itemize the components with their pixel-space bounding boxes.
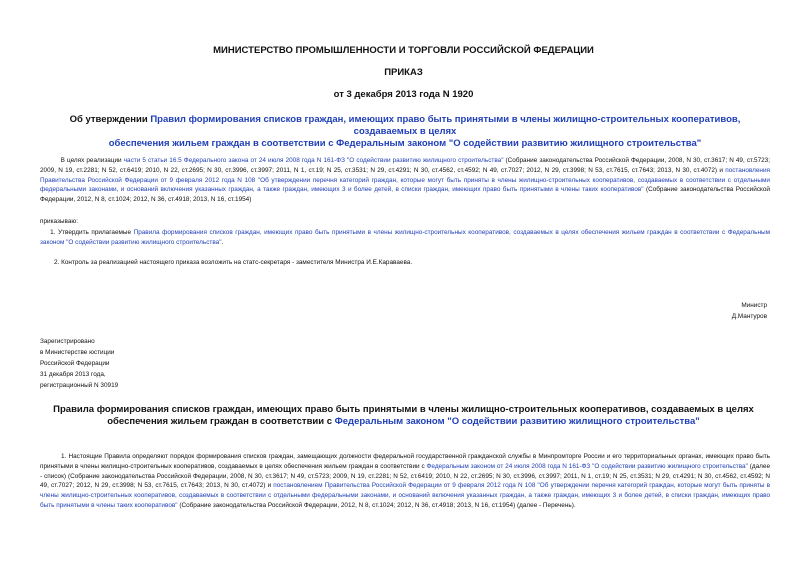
item-1-text-1: 1. Утвердить прилагаемые (50, 229, 134, 236)
rules-text-2: (далее - список) (Собрание законодательства Российской Федерации, 2008, N 30, ст.3617; N 49, ст.5723; 2009, N 19, ст.2281; N 52, ст.6419; 2010, N 22, ст.2695; N 30, ст.3996, ст.3997; 2011, N 1, ст.19; N 25, ст.3531; N 29, ст.4291; N 30, ст.4562, ст.4592; N 49, ст.7027; 2012, N 29, ст.3998; N 53, ст.7615, ст.7643; 2013, N 30, ст.4072) и (40, 462, 771, 490)
registration-line: Российской Федерации (40, 360, 110, 367)
rules-paragraph-1 (40, 452, 770, 511)
link-federal-law-161[interactable]: части 5 статьи 16.5 Федерального закона от 24 июля 2008 года N 161-ФЗ "О содействии развитию жилищного строительства" (123, 157, 504, 164)
link-government-decree-108-rules[interactable]: постановлением Правительства Российской Федерации от 9 февраля 2012 года N 108 "Об утверждении перечня категорий граждан, которые могут быть приняты в члены жилищно-строительных кооперативов, создаваемых в соответствии с отдельными федеральными законами, и оснований включения указанных граждан, а также граждан, имеющих 3 и более детей, в списки граждан, имеющих право быть принятыми в члены таких кооперативов" (40, 482, 770, 509)
link-approved-rules[interactable]: Правила формирования списков граждан, имеющих право быть принятыми в члены жилищно-строительных кооперативов, создаваемых в целях обеспечения жильем граждан в соответствии с Федеральным законом "О содействии развитию жилищного строительства" (40, 229, 770, 246)
preamble-paragraph (40, 156, 770, 205)
preamble-text-2: (Собрание законодательства Российской Федерации, 2008, N 30, ст.3617; N 49, ст.5723; 2009, N 19, ст.2281; N 52, ст.6419; 2010, N 22, ст.2695; N 30, ст.3996, ст.3997; 2011, N 1, ст.19; N 25, ст.3531; N 29, ст.4291; N 30, ст.4562, ст.4592; N 49, ст.7027; 2012, N 29, ст.3998; N 53, ст.7615, ст.7643; 2013, N 30, ст.4072) и (40, 157, 771, 174)
registration-line: 31 декабря 2013 года, (40, 371, 106, 378)
signature-role: Министр (741, 302, 767, 309)
title-link-rules-cont[interactable]: обеспечения жильем граждан в соответствии с Федеральным законом "О содействии развитию жилищного строительства" (108, 138, 702, 149)
registration-line: регистрационный N 30919 (40, 382, 119, 389)
signature-name: Д.Мантуров (731, 313, 767, 320)
link-federal-law-rules-title[interactable]: Федеральным законом "О содействии развитию жилищного строительства" (334, 416, 700, 427)
ministry-heading: МИНИСТЕРСТВО ПРОМЫШЛЕННОСТИ И ТОРГОВЛИ РОССИЙСКОЙ ФЕДЕРАЦИИ (213, 45, 594, 56)
registration-block (40, 336, 118, 391)
preamble-text-1: В целях реализации (60, 157, 124, 164)
title-link-rules[interactable]: Правил формирования списков граждан, имеющих право быть принятыми в члены жилищно-строительных кооперативов, создаваемых в целях (150, 114, 741, 137)
link-federal-law-161-rules[interactable]: Федеральным законом от 24 июля 2008 года N 161-ФЗ "О содействии развитию жилищного строительства" (426, 462, 748, 470)
rules-title-text: Правила формирования списков граждан, имеющих право быть принятыми в члены жилищно-строительных кооперативов, создаваемых в целях обеспечения жильем граждан в соответствии с (53, 404, 754, 427)
registration-line: в Министерстве юстиции (40, 349, 115, 356)
date-number: от 3 декабря 2013 года N 1920 (333, 89, 474, 100)
preamble-text-3: (Собрание законодательства Российской Федерации, 2012, N 8, ст.1024; 2012, N 36, ст.4918; 2013, N 16, ст.1954) (40, 186, 771, 204)
item-1-paragraph (40, 228, 770, 248)
rules-text-1: 1. Настоящие Правила определяют порядок формирования списков граждан, замещающих должности федеральной государственной гражданской службы в Минпромторге России и его территориальных органах, имеющих право быть принятыми в члены жилищно-строительных кооперативов, создаваемых в целях обеспечения жильем граждан в соответствии с (40, 453, 770, 470)
document-title (60, 114, 750, 150)
prikazyvayu-text: приказываю: (40, 218, 78, 225)
title-prefix: Об утверждении (69, 114, 151, 125)
doc-type-heading: ПРИКАЗ (384, 67, 423, 78)
registration-line: Зарегистрировано (40, 338, 95, 345)
rules-title (40, 404, 767, 428)
item-1-text-2: . (221, 238, 224, 246)
rules-text-3: (Собрание законодательства Российской Федерации, 2012, N 8, ст.1024; 2012, N 36, ст.4918; 2013, N 16, ст.1954) (далее - Перечень). (177, 501, 576, 509)
link-government-decree-108[interactable]: постановления Правительства Российской Федерации от 9 февраля 2012 года N 108 "Об утверждении перечня категорий граждан, которые могут быть приняты в члены жилищно-строительных кооперативов, создаваемых в соответствии с отдельными федеральными законами, и оснований включения указанных граждан, а также граждан, имеющих 3 и более детей, в списки граждан, имеющих право быть принятыми в члены таких кооперативов" (40, 166, 770, 194)
item-2-paragraph: 2. Контроль за реализацией настоящего приказа возложить на статс-секретаря - заместителя Министра И.Е.Караваева. (54, 259, 413, 266)
signature-block (732, 300, 767, 322)
